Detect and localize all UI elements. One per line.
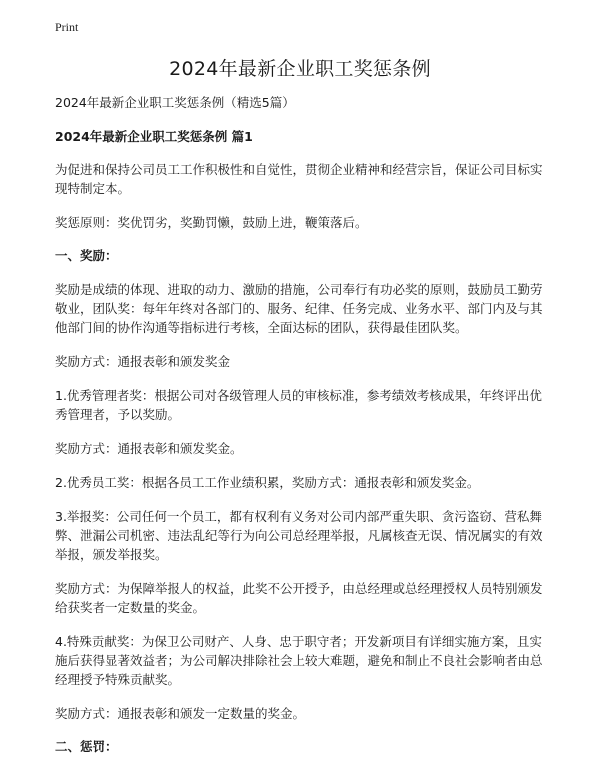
section-heading: 2024年最新企业职工奖惩条例 篇1 (55, 129, 253, 144)
paragraph-reward-method-2: 奖励方式：通报表彰和颁发奖金。 (55, 441, 243, 456)
page-title: 2024年最新企业职工奖惩条例 (169, 58, 431, 80)
paragraph-reward-method-4: 奖励方式：通报表彰和颁发一定数量的奖金。 (55, 706, 306, 721)
document-subtitle: 2024年最新企业职工奖惩条例（精选5篇） (55, 95, 295, 110)
heading-rewards: 一、奖励： (55, 248, 118, 263)
print-link[interactable]: Print (55, 20, 79, 34)
heading-penalties: 二、惩罚： (55, 739, 118, 754)
paragraph-rewards-intro: 奖励是成绩的体现、进取的动力、激励的措施，公司奉行有功必奖的原则，鼓励员工勤劳敬业，团队奖：每年年终对各部门的、服务、纪律、任务完成、业务水平、部门内及与其他部门间的协作沟通等指标进行考核，全面达标的团队，获得最佳团队奖。 (55, 282, 543, 335)
paragraph-principle: 奖惩原则：奖优罚劣，奖勤罚懒，鼓励上进，鞭策落后。 (55, 215, 368, 230)
document-body (55, 94, 545, 771)
paragraph-whistleblower: 3.举报奖：公司任何一个员工，都有权利有义务对公司内部严重失职、贪污盗窃、营私舞弊、泄漏公司机密、违法乱纪等行为向公司总经理举报，凡属核查无误、情况属实的有效举报，颁发举报奖。 (55, 509, 543, 562)
paragraph-excellent-manager: 1.优秀管理者奖：根据公司对各级管理人员的审核标准，参考绩效考核成果，年终评出优秀管理者，予以奖励。 (55, 388, 542, 422)
paragraph-purpose: 为促进和保持公司员工工作积极性和自觉性，贯彻企业精神和经营宗旨，保证公司目标实现特制定本。 (55, 162, 543, 196)
paragraph-excellent-employee: 2.优秀员工奖：根据各员工工作业绩积累，奖励方式：通报表彰和颁发奖金。 (55, 475, 480, 490)
paragraph-reward-method-3: 奖励方式：为保障举报人的权益，此奖不公开授予，由总经理或总经理授权人员特别颁发给获奖者一定数量的奖金。 (55, 581, 543, 615)
paragraph-reward-method-1: 奖励方式：通报表彰和颁发奖金 (55, 354, 231, 369)
paragraph-special-contribution: 4.特殊贡献奖：为保卫公司财产、人身、忠于职守者；开发新项目有详细实施方案，且实施后获得显著效益者；为公司解决排除社会上较大难题，避免和制止不良社会影响者由总经理授予特殊贡献奖。 (55, 634, 543, 687)
